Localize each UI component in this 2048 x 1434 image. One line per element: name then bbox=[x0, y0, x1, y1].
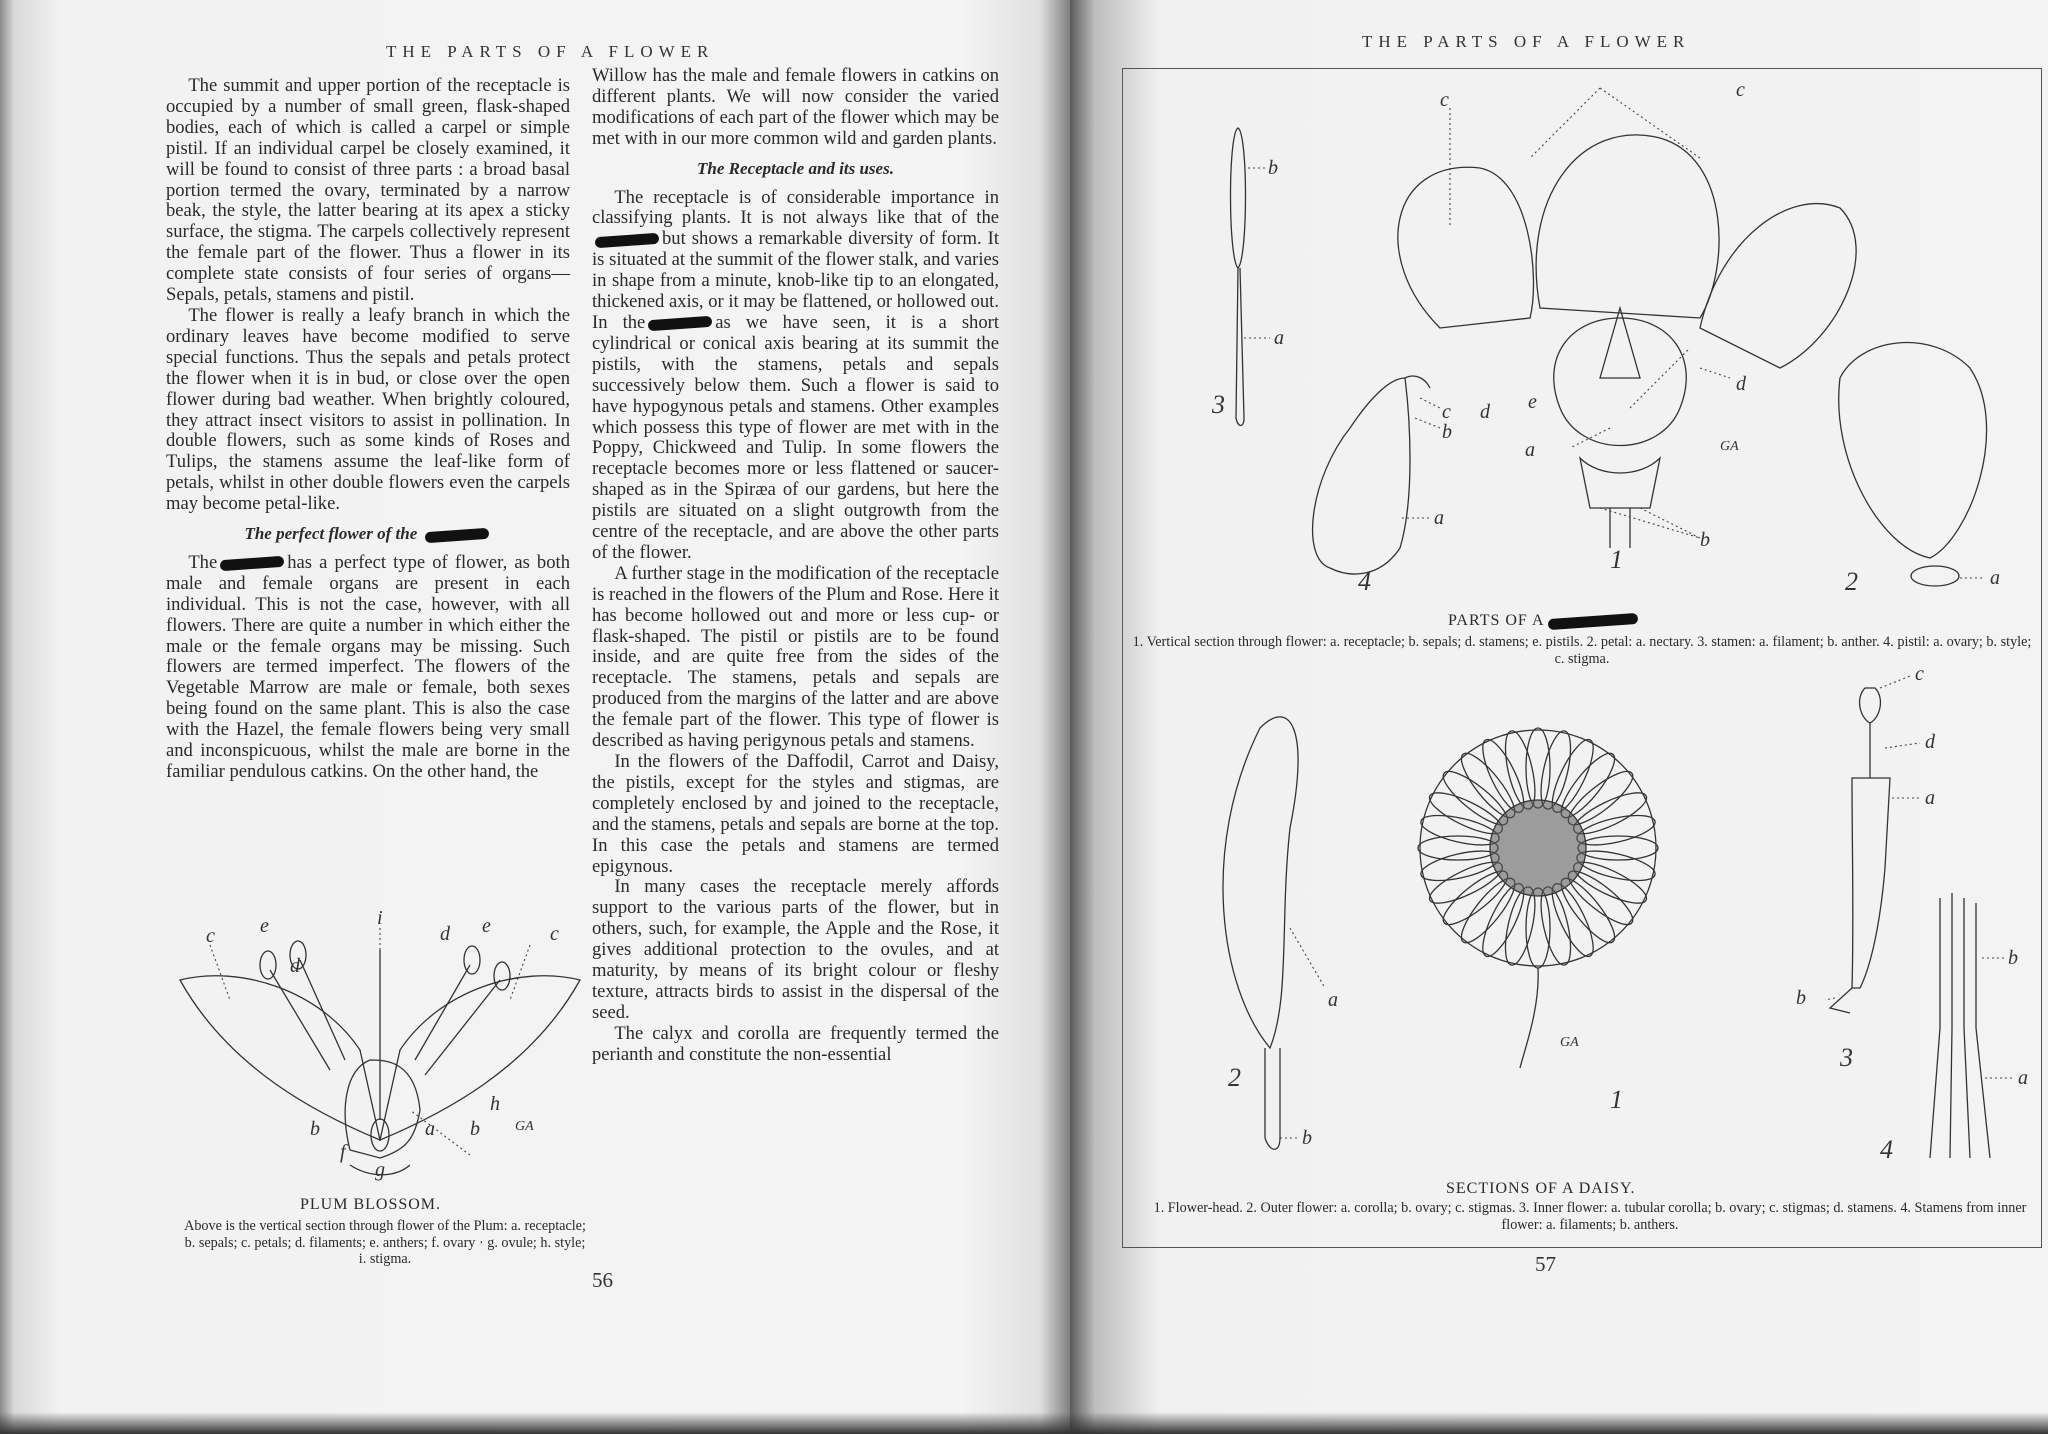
buttercup-caption-title: PARTS OF A bbox=[1448, 612, 1641, 630]
paragraph: A further stage in the modification of the receptacle is reached in the flowers of the Plum and Rose. Here it has become hollowed out and more or less cup- or flask-shaped. The pistil or pistils are to be found inside, and are quite free from the sides of the receptacle. The stamens, petals and sepals are produced from the margins of the latter and are above the female part of the flower. This type of flower is described as having perigynous petals and stamens. bbox=[592, 562, 999, 752]
svg-text:d: d bbox=[1925, 731, 1935, 753]
redaction-mark bbox=[595, 232, 660, 247]
redaction-mark bbox=[220, 556, 285, 571]
paragraph: The has a perfect type of flower, as both male and female organs are present in each individual. This is not the case, however, with all flowers. There are quite a number in which either the male or the female organs may be missing. Such flowers are termed imperfect. The flowers of the Vegetable Marrow are male or female, both sexes being found on the same plant. This is also the case with the Hazel, the female flowers being very small and inconspicuous, whilst the male are borne in the familiar pendulous catkins. On the other hand, the bbox=[166, 551, 570, 782]
svg-text:c: c bbox=[1440, 89, 1449, 111]
svg-text:d: d bbox=[1480, 401, 1490, 423]
daisy-petal bbox=[1574, 845, 1657, 886]
left-column-2 bbox=[592, 66, 999, 1066]
svg-text:c: c bbox=[206, 925, 215, 947]
paragraph: The summit and upper portion of the receptacle is occupied by a number of small green, flask-shaped bodies, each of which is called a carpel or simple pistil. If an individual carpel be closely examined, it will be found to consist of three parts : a broad basal portion termed the ovary, terminated by a narrow beak, the style, the latter bearing at its apex a sticky surface, the stigma. The carpels collectively represent the female part of the flower. Thus a flower in its complete state consists of four series of organs—Sepals, petals, stamens and pistil. bbox=[166, 75, 570, 306]
daisy-petal bbox=[1526, 728, 1550, 808]
svg-text:GA: GA bbox=[1720, 439, 1739, 454]
svg-text:i: i bbox=[377, 907, 383, 929]
svg-text:a: a bbox=[1328, 989, 1338, 1011]
svg-text:h: h bbox=[490, 1093, 500, 1115]
svg-text:b: b bbox=[2008, 947, 2018, 969]
svg-text:b: b bbox=[1796, 987, 1806, 1009]
daisy-petal bbox=[1418, 810, 1501, 851]
paragraph: In many cases the receptacle merely affords support to the various parts of the flower, but in others, such, for example, the Apple and the Rose, it gives additional protection to the ovules, and at maturity, by means of its bright colour or fleshy texture, attracts birds to assist in the dispersal of the seed. bbox=[592, 876, 999, 1023]
running-head-right: THE PARTS OF A FLOWER bbox=[1362, 32, 1691, 51]
daisy-petal bbox=[1526, 888, 1550, 968]
page-number-left: 56 bbox=[592, 1268, 613, 1292]
svg-text:GA: GA bbox=[515, 1119, 534, 1134]
paragraph: The calyx and corolla are frequently termed the perianth and constitute the non-essential bbox=[592, 1022, 999, 1065]
svg-text:b: b bbox=[1700, 529, 1710, 551]
redaction-mark bbox=[424, 527, 489, 542]
svg-text:a: a bbox=[1274, 327, 1284, 349]
svg-text:a: a bbox=[2018, 1067, 2028, 1089]
paragraph: The flower is really a leafy branch in which the ordinary leaves have become modified to serve special functions. Thus the sepals and petals protect the flower when it is in bud, or close over the open flower during bad weather. When brightly coloured, they attract insect visitors to assist in pollination. In double flowers, such as some kinds of Roses and Tulips, the stamens assume the leaf-like form of petals, whilst in other double flowers even the carpels may become petal-like. bbox=[166, 304, 570, 515]
svg-text:b: b bbox=[310, 1118, 320, 1140]
svg-text:c: c bbox=[1442, 401, 1451, 423]
svg-text:3: 3 bbox=[1840, 1043, 1853, 1072]
paragraph: Willow has the male and female flowers in catkins on different plants. We will now consider the varied modifications of each part of the flower which may be met with in our more common wild and garden plants. bbox=[592, 65, 999, 149]
svg-text:d: d bbox=[440, 923, 450, 945]
section-heading-perfect-flower: The perfect flower of the bbox=[166, 524, 570, 545]
paragraph: The receptacle is of considerable importance in classifying plants. It is not always like that of thebut shows a remarkable diversity of form. It is situated at the summit of the flower stalk, and varies in shape from a minute, knob-like tip to an elongated, thickened axis, or it may be flattened, or hollowed out. In the as we have seen, it is a short cylindrical or conical axis bearing at its summit the pistils, with the stamens, petals and sepals successively below them. Such a flower is said to have hypogynous petals and stamens. Other examples which possess this type of flower are met with in the Poppy, Chickweed and Tulip. In some flowers the receptacle becomes more or less flattened or saucer-shaped as in the Spiræa of our gardens, but here the pistils are situated on a slight outgrowth from the centre of the receptacle, and are above the other parts of the flower. bbox=[592, 186, 1000, 563]
svg-text:a: a bbox=[1525, 439, 1535, 461]
svg-text:d: d bbox=[1736, 373, 1746, 395]
plum-caption-title: PLUM BLOSSOM. bbox=[300, 1196, 442, 1213]
daisy-petal bbox=[1500, 728, 1541, 811]
daisy-petal bbox=[1418, 836, 1498, 860]
svg-text:g: g bbox=[375, 1159, 385, 1181]
svg-text:e: e bbox=[260, 915, 269, 937]
section-heading-receptacle: The Receptacle and its uses. bbox=[697, 158, 894, 178]
left-column-1 bbox=[166, 76, 570, 783]
svg-text:a: a bbox=[1434, 507, 1444, 529]
svg-text:a: a bbox=[1925, 787, 1935, 809]
right-page bbox=[1070, 0, 2048, 1434]
svg-text:c: c bbox=[1915, 663, 1924, 685]
daisy-caption-title: SECTIONS OF A DAISY. bbox=[1446, 1180, 1636, 1197]
daisy-petal bbox=[1578, 836, 1658, 860]
buttercup-figures bbox=[1140, 78, 2030, 608]
daisy-petal bbox=[1500, 884, 1541, 967]
plum-blossom-illustration bbox=[170, 907, 590, 1181]
svg-text:e: e bbox=[1528, 391, 1537, 413]
svg-text:1: 1 bbox=[1610, 1085, 1623, 1114]
svg-text:c: c bbox=[1736, 79, 1745, 101]
page-number-right: 57 bbox=[1535, 1252, 1556, 1276]
daisy-figures bbox=[1140, 663, 2030, 1168]
svg-text:b: b bbox=[470, 1118, 480, 1140]
daisy-petal bbox=[1535, 884, 1576, 967]
svg-text:b: b bbox=[1268, 157, 1278, 179]
buttercup-caption: 1. Vertical section through flower: a. receptacle; b. sepals; d. stamens; e. pistils. 2. petal: a. nectary. 3. stamen: a. filament; b. anther. 4. pistil: a. ovary; b. style; c. stigma. bbox=[1132, 634, 2032, 667]
page-shadow bbox=[0, 1412, 1075, 1434]
redaction-mark bbox=[1547, 613, 1638, 630]
svg-text:e: e bbox=[482, 915, 491, 937]
svg-text:GA: GA bbox=[1560, 1035, 1579, 1050]
redaction-mark bbox=[648, 316, 713, 331]
paragraph: In the flowers of the Daffodil, Carrot and Daisy, the pistils, except for the styles and stigmas, are completely enclosed by and joined to the receptacle, and the stamens, petals and sepals are borne at the top. In this case the petals and stamens are termed epigynous. bbox=[592, 751, 999, 877]
svg-text:d: d bbox=[290, 955, 300, 977]
daisy-caption: 1. Flower-head. 2. Outer flower: a. corolla; b. ovary; c. stigmas. 3. Inner flower: a. tubular corolla; b. ovary; c. stigmas; d. stamens. 4. Stamens from inner flower: a. filaments; b. anthers. bbox=[1153, 1200, 2027, 1233]
running-head-left: THE PARTS OF A FLOWER bbox=[386, 42, 715, 61]
svg-text:c: c bbox=[550, 923, 559, 945]
svg-text:b: b bbox=[1302, 1127, 1312, 1149]
daisy-petal bbox=[1535, 728, 1576, 811]
svg-text:3: 3 bbox=[1212, 390, 1225, 419]
svg-text:1: 1 bbox=[1610, 545, 1623, 574]
daisy-petal bbox=[1418, 845, 1501, 886]
daisy-petal bbox=[1574, 810, 1657, 851]
svg-text:a: a bbox=[1990, 567, 2000, 589]
svg-text:4: 4 bbox=[1880, 1135, 1893, 1164]
svg-text:2: 2 bbox=[1845, 567, 1858, 596]
svg-text:2: 2 bbox=[1228, 1063, 1241, 1092]
svg-text:4: 4 bbox=[1358, 567, 1371, 596]
svg-text:f: f bbox=[340, 1141, 346, 1163]
page-shadow bbox=[1070, 1412, 2048, 1434]
plum-caption: Above is the vertical section through flower of the Plum: a. receptacle; b. sepals; c. petals; d. filaments; e. anthers; f. ovary · g. ovule; h. style; i. stigma. bbox=[184, 1218, 586, 1267]
svg-text:a: a bbox=[425, 1118, 435, 1140]
svg-text:b: b bbox=[1442, 421, 1452, 443]
